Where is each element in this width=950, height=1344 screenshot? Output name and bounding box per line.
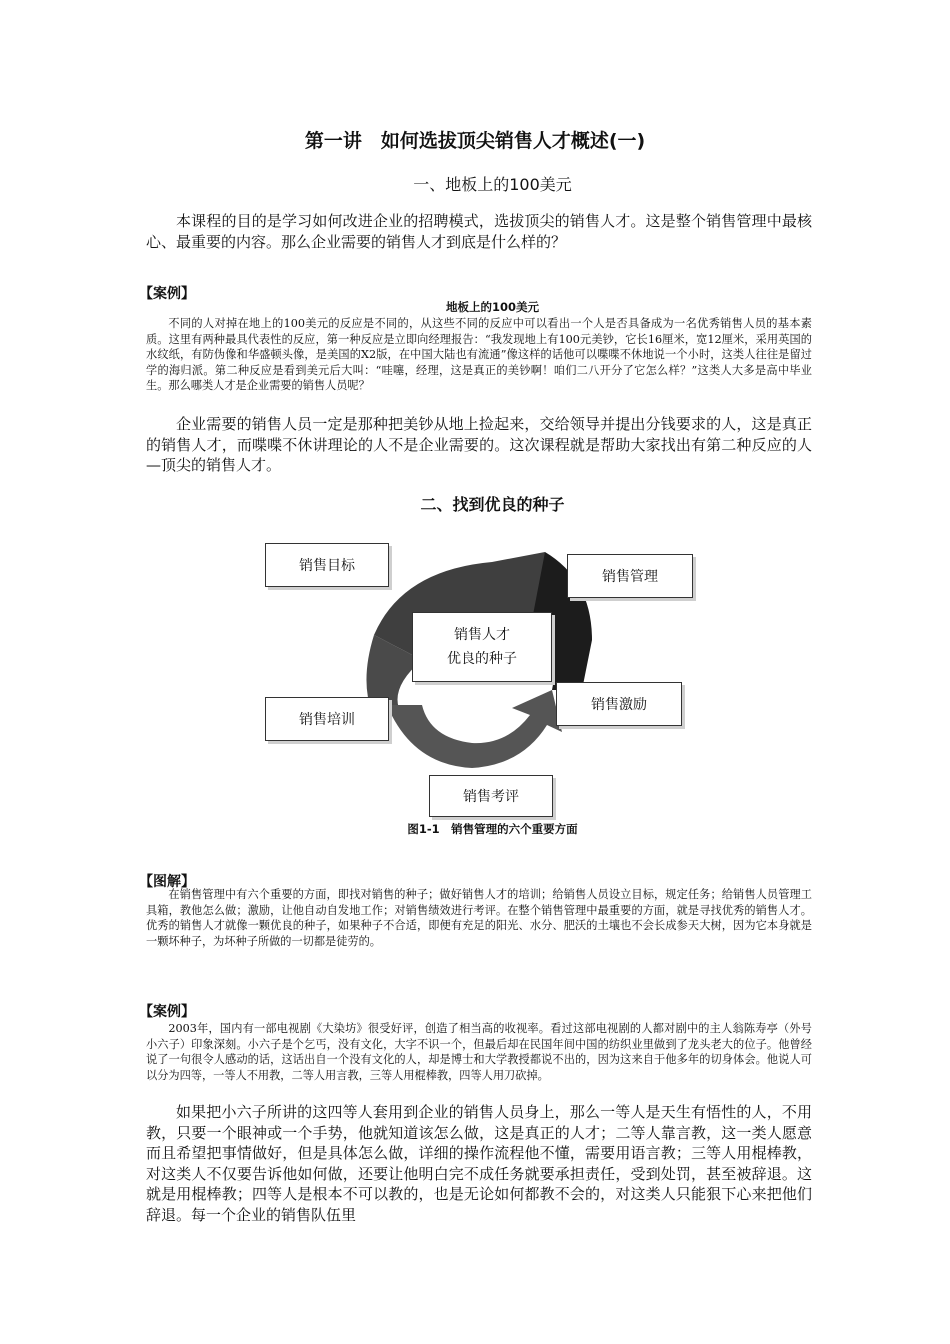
box-sales-goal: 销售目标	[265, 543, 389, 587]
box-sales-management: 销售管理	[567, 554, 693, 598]
case-title: 地板上的100美元	[445, 300, 539, 314]
center-seed-box	[412, 612, 552, 682]
figure-caption: 图1-1 销售管理的六个重要方面	[407, 822, 578, 836]
center-line-1: 销售人才	[454, 627, 510, 643]
case-label-2: 【案例】	[139, 1004, 195, 1020]
page-title: 第一讲 如何选拔顶尖销售人才概述(一)	[304, 130, 646, 152]
center-line-2: 优良的种子	[447, 651, 517, 667]
box-sales-assessment: 销售考评	[429, 775, 553, 817]
cycle-arrow-bottom	[387, 690, 562, 768]
section2-heading: 二、找到优良的种子	[420, 495, 565, 514]
seed-diagram	[262, 540, 702, 830]
section1-heading: 一、地板上的100美元	[413, 175, 572, 194]
box-sales-training: 销售培训	[265, 697, 389, 741]
section1-intro: 本课程的目的是学习如何改进企业的招聘模式，选拔顶尖的销售人才。这是整个销售管理中最核心、最重要的内容。那么企业需要的销售人才到底是什么样的？	[146, 212, 812, 251]
explain-text: 在销售管理中有六个重要的方面，即找对销售的种子；做好销售人才的培训；给销售人员设立目标，规定任务；给销售人员管理工具箱，教他怎么做；激励，让他自动自发地工作；对销售绩效进行考评。在整个销售管理中最重要的方面，就是寻找优秀的销售人才。优秀的销售人才就像一颗优良的种子，如果种子不合适，即便有充足的阳光、水分、肥沃的土壤也不会长成参天大树，因为它本身就是一颗坏种子，为坏种子所做的一切都是徒劳的。	[146, 888, 812, 948]
explain-label: 【图解】	[139, 874, 195, 890]
case-label-1: 【案例】	[139, 286, 195, 302]
section2-conclusion: 如果把小六子所讲的这四等人套用到企业的销售人员身上，那么一等人是天生有悟性的人，不用教，只要一个眼神或一个手势，他就知道该怎么做，这是真正的人才；二等人靠言教，这一类人愿意而且希望把事情做好，但是具体怎么做，详细的操作流程他不懂，需要用语言教；三等人用棍棒教，对这类人不仅要告诉他如何做，还要让他明白完不成任务就要承担责任，受到处罚，甚至被辞退。这就是用棍棒教；四等人是根本不可以教的，也是无论如何都教不会的，对这类人只能狠下心来把他们辞退。每一个企业的销售队伍里	[146, 1103, 812, 1224]
section1-conclusion: 企业需要的销售人员一定是那种把美钞从地上捡起来，交给领导并提出分钱要求的人，这是真正的销售人才，而喋喋不休讲理论的人不是企业需要的。这次课程就是帮助大家找出有第二种反应的人—顶尖的销售人才。	[146, 415, 812, 474]
case-text-2: 2003年，国内有一部电视剧《大染坊》很受好评，创造了相当高的收视率。看过这部电视剧的人都对剧中的主人翁陈寿亭（外号小六子）印象深刻。小六子是个乞丐，没有文化，大字不识一个，但最后却在民国年间中国的纺织业里做到了龙头老大的位子。他曾经说了一句很令人感动的话，这话出自一个没有文化的人，却是博士和大学教授都说不出的，因为这来自于他多年的切身体会。他说人可以分为四等，一等人不用教，二等人用言教，三等人用棍棒教，四等人用刀砍掉。	[146, 1022, 812, 1082]
case-text-1: 不同的人对掉在地上的100美元的反应是不同的，从这些不同的反应中可以看出一个人是否具备成为一名优秀销售人员的基本素质。这里有两种最具代表性的反应，第一种反应是立即向经理报告：“我发现地上有100元美钞，它长16厘米，宽12厘米，采用英国的水纹纸，有防伪像和华盛顿头像，是美国的X2版，在中国大陆也有流通”像这样的话他可以喋喋不休地说一个小时，这类人往往是留过学的海归派。第二种反应是看到美元后大叫：“哇噻，经理，这是真正的美钞啊！咱们二八开分了它怎么样？”这类人大多是高中毕业生。那么哪类人才是企业需要的销售人员呢？	[146, 317, 812, 393]
box-sales-motivation: 销售激励	[556, 682, 682, 726]
